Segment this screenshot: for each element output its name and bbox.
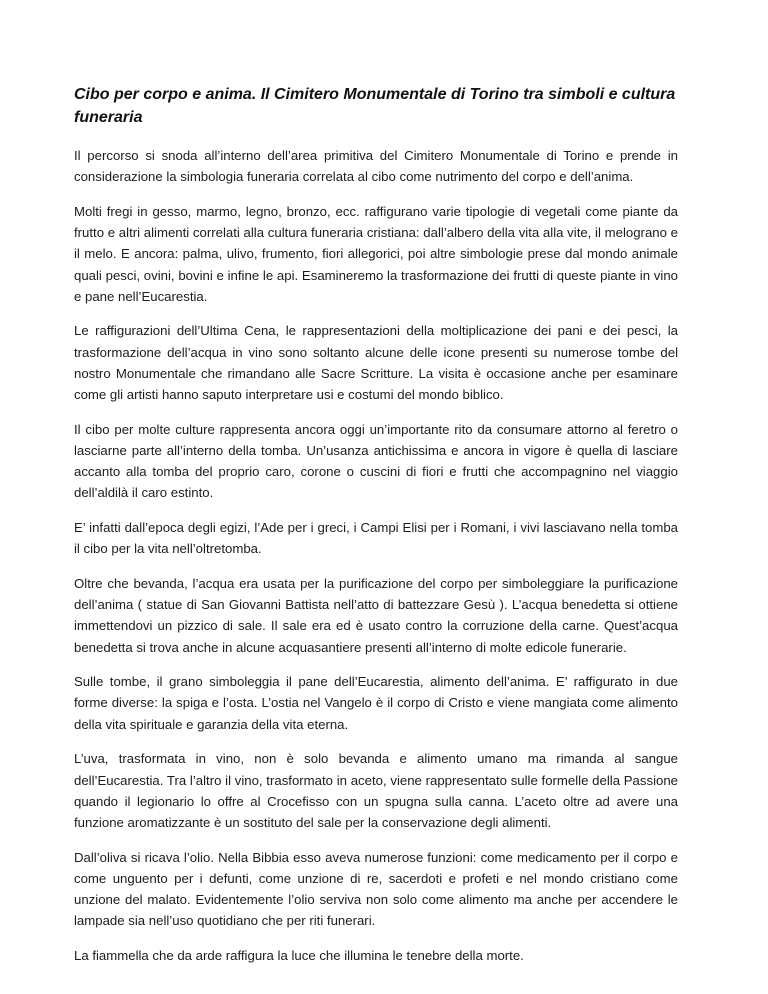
- paragraph-egizi: E’ infatti dall’epoca degli egizi, l’Ade per i greci, i Campi Elisi per i Romani, i vivi lasciavano nella tomba il cibo per la vita nell’oltretomba.: [74, 520, 678, 557]
- paragraph-olio: Dall’oliva si ricava l’olio. Nella Bibbia esso aveva numerose funzioni: come medicamento per il corpo e come unguento per i defunti, come unzione di re, sacerdoti e profeti e nel mondo cristiano come unzione del malato. Evidentemente l’olio serviva non solo come alimento ma anche per accendere le lampade sia nell’uso quotidiano che per riti funerari.: [74, 849, 678, 929]
- paragraph-cibo-culture: Il cibo per molte culture rappresenta ancora oggi un’importante rito da consumare attorno al feretro o lasciarne parte all’interno della tomba. Un’usanza antichissima e ancora in vigore è quella di lasciare accanto alla tomba del proprio caro, corone o cuscini di fiori e frutti che accompagnino nel viaggio dell’aldilà il caro estinto.: [74, 421, 678, 501]
- paragraph-uva: L’uva, trasformata in vino, non è solo bevanda e alimento umano ma rimanda al sangue dell’Eucarestia. Tra l’altro il vino, trasformato in aceto, viene rappresentato sulle formelle della Passione quando il legionario lo offre al Crocefisso con un spugna sulla canna. L’aceto oltre ad avere una funzione aromatizzante è un sostituto del sale per la conservazione degli alimenti.: [74, 751, 678, 830]
- paragraph-fregi: Molti fregi in gesso, marmo, legno, bronzo, ecc. raffigurano varie tipologie di vegetali come piante da frutto e altri alimenti correlati alla cultura funeraria cristiana: dall’albero della vita alla vite, il melograno e il melo. E ancora: palma, ulivo, frumento, fiori allegorici, poi altre simbologie prese dal mondo animale quali pesci, ovini, bovini e infine le api. Esamineremo la trasformazione dei frutti di queste piante in vino e pane nell’Eucarestia.: [74, 203, 678, 304]
- document-title: Cibo per corpo e anima. Il Cimitero Monumentale di Torino tra simboli e cultura funeraria: [74, 86, 676, 126]
- paragraph-raffigurazioni: Le raffigurazioni dell’Ultima Cena, le rappresentazioni della moltiplicazione dei pani e dei pesci, la trasformazione dell’acqua in vino sono soltanto alcune delle icone presenti su numerose tombe del nostro Monumentale che rimandano alle Sacre Scritture. La visita è occasione anche per esaminare come gli artisti hanno saputo interpretare usi e costumi del mondo biblico.: [74, 323, 678, 403]
- paragraph-grano: Sulle tombe, il grano simboleggia il pane dell’Eucarestia, alimento dell’anima. E’ raffigurato in due forme diverse: la spiga e l’osta. L’ostia nel Vangelo è il corpo di Cristo e viene mangiata come alimento della vita spirituale e garanzia della vita eterna.: [74, 674, 678, 732]
- paragraph-fiammella: La fiammella che da arde raffigura la luce che illumina le tenebre della morte.: [74, 948, 524, 963]
- paragraph-acqua: Oltre che bevanda, l’acqua era usata per la purificazione del corpo per simboleggiare la purificazione dell’anima ( statue di San Giovanni Battista nell’atto di battezzare Gesù ). L’acqua benedetta si ottiene immettendovi un pizzico di sale. Il sale era ed è usato contro la corruzione della carne. Quest’acqua benedetta si trova anche in alcune acquasantiere presenti all’interno di molte edicole funerarie.: [74, 575, 678, 655]
- paragraph-percorso: Il percorso si snoda all’interno dell’area primitiva del Cimitero Monumentale di Torino e prende in considerazione la simbologia funeraria correlata al cibo come nutrimento del corpo e dell’anima.: [74, 148, 678, 185]
